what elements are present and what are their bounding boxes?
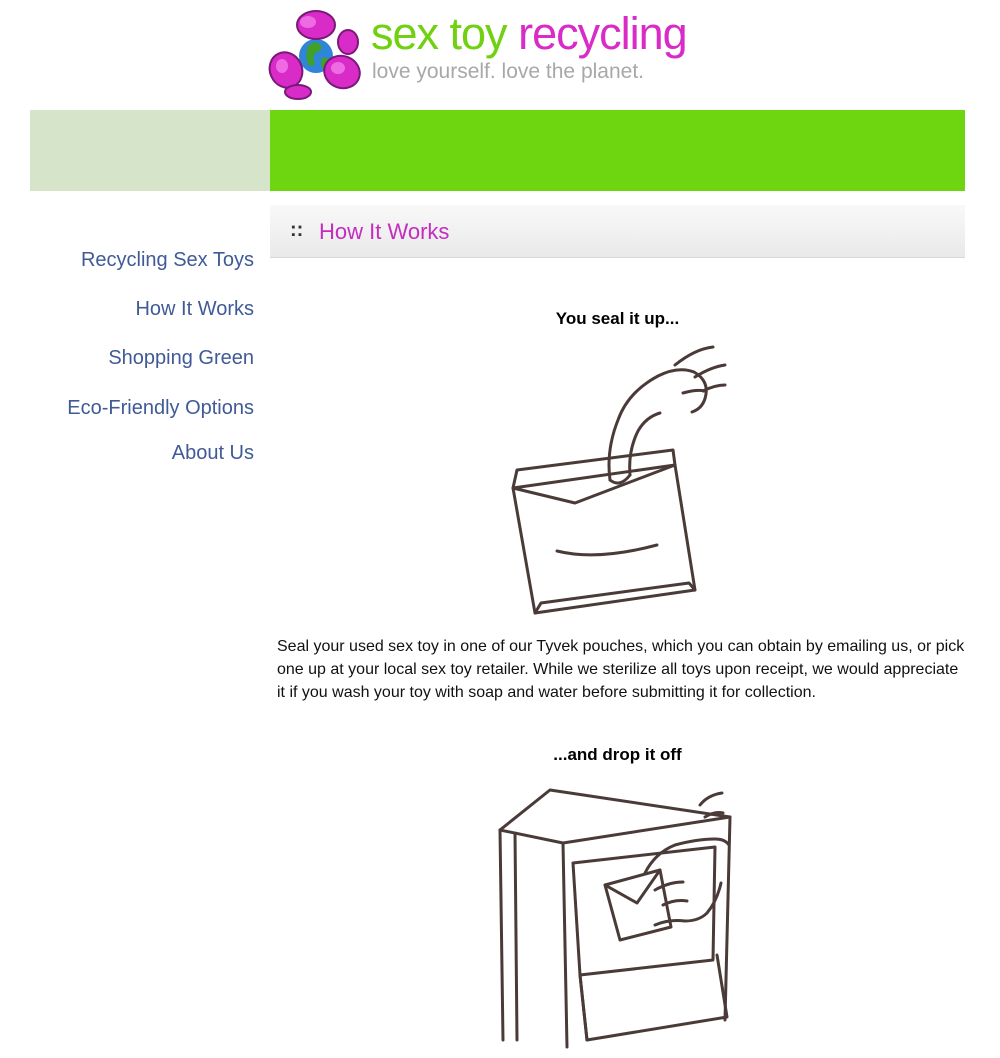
sidebar-item-how-it-works[interactable]: How It Works <box>135 298 254 320</box>
step-heading-drop-off: ...and drop it off <box>553 745 682 764</box>
sidebar-item-recycling-sex-toys[interactable]: Recycling Sex Toys <box>80 249 254 271</box>
site-tagline: love yourself. love the planet. <box>372 60 644 83</box>
step-heading-seal: You seal it up... <box>555 309 680 328</box>
header-band-right <box>270 110 965 191</box>
site-title-part1: sex toy <box>371 8 507 59</box>
page-title: How It Works <box>319 219 450 244</box>
hand-dropping-envelope-in-box-illustration <box>495 785 740 1050</box>
site-header <box>0 0 1000 110</box>
site-title[interactable] <box>371 6 687 62</box>
section-header <box>270 205 965 258</box>
recycle-globe-logo-icon[interactable] <box>268 8 364 100</box>
header-band-left <box>30 110 270 191</box>
sidebar-item-shopping-green[interactable]: Shopping Green <box>108 347 254 369</box>
sidebar-item-about-us[interactable]: About Us <box>171 442 254 464</box>
site-title-part2: recycling <box>518 8 687 59</box>
section-marker: :: <box>290 219 304 241</box>
hand-sealing-envelope-illustration <box>505 345 735 620</box>
sidebar-item-eco-friendly-options[interactable]: Eco-Friendly Options <box>67 397 254 419</box>
step-description-seal: Seal your used sex toy in one of our Tyvek pouches, which you can obtain by emailing us, or pick one up at your local sex toy retailer. While we sterilize all toys upon receipt, we would appreciate it if you wash your toy with soap and water before submitting it for collection. <box>277 638 965 701</box>
